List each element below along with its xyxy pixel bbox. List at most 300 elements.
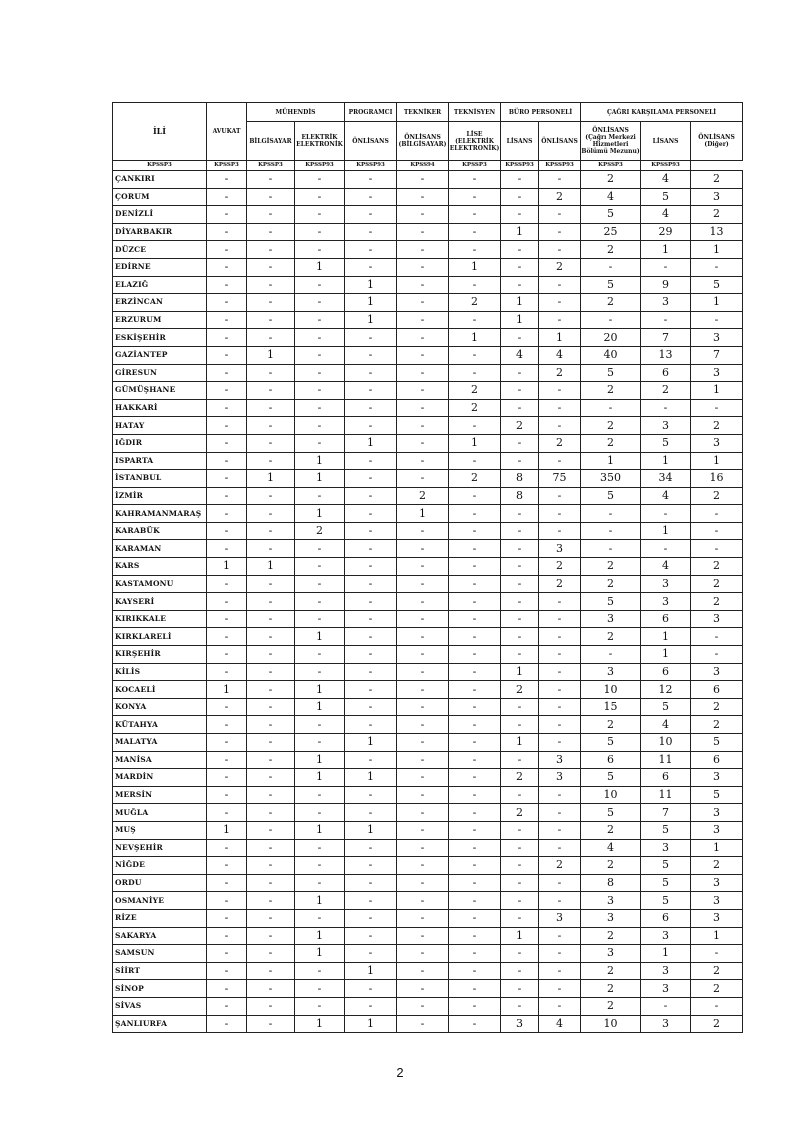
quota-cell: 2 — [449, 382, 501, 400]
quota-cell: - — [397, 258, 449, 276]
quota-cell: 20 — [581, 329, 641, 347]
quota-cell: - — [397, 294, 449, 312]
quota-cell: - — [449, 663, 501, 681]
quota-cell: - — [397, 997, 449, 1015]
quota-cell: - — [295, 997, 345, 1015]
quota-cell: - — [397, 346, 449, 364]
quota-cell: 2 — [539, 258, 581, 276]
quota-cell: - — [207, 716, 247, 734]
quota-cell: 1 — [207, 821, 247, 839]
province-name: ERZİNCAN — [113, 294, 207, 312]
quota-cell: 1 — [295, 892, 345, 910]
quota-cell: - — [539, 734, 581, 752]
quota-cell: 3 — [691, 663, 743, 681]
quota-cell: - — [207, 610, 247, 628]
table-row — [113, 434, 743, 452]
table-row — [113, 558, 743, 576]
quota-cell: - — [247, 909, 295, 927]
quota-cell: - — [501, 258, 539, 276]
province-name: DENİZLİ — [113, 206, 207, 224]
quota-cell: - — [539, 962, 581, 980]
quota-cell: - — [581, 311, 641, 329]
quota-cell: 5 — [581, 804, 641, 822]
quota-cell: - — [207, 962, 247, 980]
table-row — [113, 751, 743, 769]
quota-cell: 2 — [581, 434, 641, 452]
quota-cell: - — [247, 540, 295, 558]
quota-cell: 2 — [501, 769, 539, 787]
quota-cell: - — [501, 575, 539, 593]
quota-cell: - — [397, 452, 449, 470]
quota-cell: 3 — [691, 804, 743, 822]
table-row — [113, 734, 743, 752]
quota-cell: - — [295, 241, 345, 259]
quota-cell: - — [295, 610, 345, 628]
quota-cell: - — [295, 276, 345, 294]
quota-cell: 2 — [501, 681, 539, 699]
quota-cell: - — [397, 874, 449, 892]
kpss-cell: KPSSP93 — [501, 161, 539, 171]
quota-cell: 7 — [691, 346, 743, 364]
quota-cell: - — [397, 980, 449, 998]
quota-cell: - — [295, 558, 345, 576]
quota-cell: 2 — [397, 487, 449, 505]
province-name: İZMİR — [113, 487, 207, 505]
province-name: ORDU — [113, 874, 207, 892]
quota-cell: 34 — [641, 470, 691, 488]
table-body — [113, 171, 743, 1033]
allocation-table — [112, 102, 743, 1033]
quota-cell: - — [397, 558, 449, 576]
quota-cell: - — [501, 171, 539, 189]
quota-cell: - — [397, 857, 449, 875]
quota-cell: 1 — [691, 927, 743, 945]
quota-cell: - — [247, 258, 295, 276]
quota-cell: - — [501, 241, 539, 259]
quota-cell: - — [397, 540, 449, 558]
quota-cell: 2 — [539, 434, 581, 452]
quota-cell: - — [501, 909, 539, 927]
quota-cell: - — [539, 980, 581, 998]
table-row — [113, 646, 743, 664]
quota-cell: - — [539, 716, 581, 734]
quota-cell: 5 — [641, 857, 691, 875]
quota-cell: - — [247, 241, 295, 259]
kpss-cell: KPSSP3 — [207, 161, 247, 171]
quota-cell: - — [539, 927, 581, 945]
quota-cell: - — [501, 646, 539, 664]
table-row — [113, 223, 743, 241]
page-number: 2 — [396, 1065, 404, 1080]
quota-cell: - — [207, 470, 247, 488]
quota-cell: - — [539, 681, 581, 699]
table-row — [113, 593, 743, 611]
quota-cell: 1 — [295, 628, 345, 646]
quota-cell: - — [207, 628, 247, 646]
quota-cell: - — [539, 628, 581, 646]
quota-cell: 3 — [691, 909, 743, 927]
quota-cell: - — [501, 399, 539, 417]
quota-cell: 4 — [641, 171, 691, 189]
quota-cell: 2 — [539, 188, 581, 206]
table-row — [113, 346, 743, 364]
quota-cell: - — [295, 980, 345, 998]
quota-cell: 3 — [581, 909, 641, 927]
quota-cell: 2 — [691, 1015, 743, 1033]
quota-cell: - — [691, 522, 743, 540]
quota-cell: - — [449, 716, 501, 734]
quota-cell: - — [207, 698, 247, 716]
quota-cell: 3 — [539, 769, 581, 787]
quota-cell: 2 — [501, 804, 539, 822]
quota-cell: - — [207, 505, 247, 523]
quota-cell: - — [501, 892, 539, 910]
quota-cell: - — [207, 540, 247, 558]
quota-cell: 3 — [691, 188, 743, 206]
quota-cell: - — [247, 522, 295, 540]
quota-cell: - — [345, 382, 397, 400]
quota-cell: - — [449, 417, 501, 435]
table-row — [113, 945, 743, 963]
quota-cell: - — [247, 839, 295, 857]
quota-cell: - — [345, 945, 397, 963]
quota-cell: - — [539, 276, 581, 294]
quota-cell: - — [345, 346, 397, 364]
quota-cell: - — [295, 417, 345, 435]
quota-cell: 1 — [345, 276, 397, 294]
quota-cell: - — [501, 610, 539, 628]
quota-cell: 1 — [501, 734, 539, 752]
quota-cell: - — [207, 909, 247, 927]
province-name: ELAZIĞ — [113, 276, 207, 294]
quota-cell: - — [397, 311, 449, 329]
quota-cell: - — [397, 329, 449, 347]
quota-cell: - — [581, 646, 641, 664]
quota-cell: - — [397, 522, 449, 540]
quota-cell: - — [295, 294, 345, 312]
quota-cell: - — [501, 980, 539, 998]
header-avukat: AVUKAT — [207, 103, 247, 161]
quota-cell: 2 — [539, 857, 581, 875]
table-row — [113, 997, 743, 1015]
quota-cell: 2 — [581, 716, 641, 734]
quota-cell: - — [207, 294, 247, 312]
quota-cell: 11 — [641, 786, 691, 804]
quota-cell: - — [345, 681, 397, 699]
quota-cell: 1 — [641, 522, 691, 540]
quota-cell: - — [247, 206, 295, 224]
quota-cell: - — [207, 751, 247, 769]
quota-cell: - — [345, 786, 397, 804]
quota-cell: - — [449, 980, 501, 998]
quota-cell: 1 — [345, 821, 397, 839]
province-name: KOCAELİ — [113, 681, 207, 699]
kpss-cell: KPSSP93 — [345, 161, 397, 171]
quota-cell: 5 — [641, 188, 691, 206]
quota-cell: - — [345, 241, 397, 259]
kpss-cell: KPSSP93 — [539, 161, 581, 171]
table-row — [113, 962, 743, 980]
quota-cell: - — [397, 276, 449, 294]
header-teknisyen: TEKNİSYEN — [449, 103, 501, 122]
quota-cell: 5 — [581, 206, 641, 224]
quota-cell: 10 — [581, 681, 641, 699]
quota-cell: - — [539, 487, 581, 505]
quota-cell: - — [641, 399, 691, 417]
quota-cell: - — [207, 839, 247, 857]
quota-cell: 3 — [581, 610, 641, 628]
quota-cell: 1 — [641, 628, 691, 646]
quota-cell: 2 — [691, 857, 743, 875]
sub-onlisans-diger: ÖNLİSANS (Diğer) — [691, 122, 743, 161]
province-name: ŞANLIURFA — [113, 1015, 207, 1033]
quota-cell: - — [207, 171, 247, 189]
quota-cell: - — [345, 927, 397, 945]
sub-elektrik-elektronik: ELEKTRİK ELEKTRONİK — [295, 122, 345, 161]
quota-cell: 1 — [501, 223, 539, 241]
quota-cell: - — [397, 470, 449, 488]
quota-cell: 5 — [691, 786, 743, 804]
quota-cell: - — [641, 258, 691, 276]
table-row — [113, 857, 743, 875]
quota-cell: - — [397, 171, 449, 189]
quota-cell: 2 — [641, 382, 691, 400]
quota-cell: - — [397, 821, 449, 839]
quota-cell: - — [345, 364, 397, 382]
quota-cell: - — [247, 980, 295, 998]
province-name: MARDİN — [113, 769, 207, 787]
quota-cell: - — [345, 997, 397, 1015]
quota-cell: - — [345, 646, 397, 664]
table-row — [113, 804, 743, 822]
quota-cell: - — [449, 804, 501, 822]
quota-cell: 4 — [501, 346, 539, 364]
quota-cell: - — [295, 962, 345, 980]
quota-cell: 5 — [641, 434, 691, 452]
quota-cell: - — [581, 399, 641, 417]
sub-lise-elektrik: LİSE (ELEKTRİK ELEKTRONİK) — [449, 122, 501, 161]
quota-cell: - — [449, 892, 501, 910]
quota-cell: 1 — [539, 329, 581, 347]
quota-cell: - — [207, 276, 247, 294]
quota-cell: 7 — [641, 329, 691, 347]
quota-cell: - — [397, 223, 449, 241]
quota-cell: - — [539, 522, 581, 540]
quota-cell: - — [539, 821, 581, 839]
quota-cell: 13 — [691, 223, 743, 241]
province-name: ÇORUM — [113, 188, 207, 206]
province-name: KÜTAHYA — [113, 716, 207, 734]
quota-cell: - — [539, 786, 581, 804]
quota-cell: 13 — [641, 346, 691, 364]
quota-cell: 350 — [581, 470, 641, 488]
quota-cell: 2 — [581, 171, 641, 189]
quota-cell: - — [247, 698, 295, 716]
quota-cell: - — [539, 223, 581, 241]
quota-cell: - — [539, 892, 581, 910]
quota-cell: - — [207, 206, 247, 224]
quota-cell: - — [247, 681, 295, 699]
header-buro-personeli: BÜRO PERSONELİ — [501, 103, 581, 122]
table-row — [113, 241, 743, 259]
quota-cell: - — [207, 311, 247, 329]
table-row — [113, 399, 743, 417]
quota-cell: - — [207, 329, 247, 347]
province-name: MUŞ — [113, 821, 207, 839]
province-name: MANİSA — [113, 751, 207, 769]
quota-cell: - — [449, 751, 501, 769]
quota-cell: - — [501, 382, 539, 400]
quota-cell: 2 — [691, 417, 743, 435]
quota-cell: - — [539, 663, 581, 681]
quota-cell: 1 — [247, 346, 295, 364]
quota-cell: 6 — [641, 909, 691, 927]
quota-cell: 8 — [501, 470, 539, 488]
province-name: KAHRAMANMARAŞ — [113, 505, 207, 523]
quota-cell: - — [345, 171, 397, 189]
quota-cell: - — [295, 804, 345, 822]
kpss-cell: KPSSP3 — [449, 161, 501, 171]
header-group-row — [113, 103, 743, 122]
quota-cell: - — [247, 663, 295, 681]
quota-cell: - — [345, 206, 397, 224]
quota-cell: - — [449, 522, 501, 540]
quota-cell: 2 — [449, 294, 501, 312]
table-row — [113, 821, 743, 839]
quota-cell: - — [207, 874, 247, 892]
province-name: MERSİN — [113, 786, 207, 804]
quota-cell: 5 — [641, 698, 691, 716]
header-programci: PROGRAMCI — [345, 103, 397, 122]
quota-cell: - — [207, 382, 247, 400]
quota-cell: - — [501, 945, 539, 963]
quota-cell: 2 — [691, 206, 743, 224]
quota-cell: - — [449, 241, 501, 259]
table-row — [113, 927, 743, 945]
quota-cell: - — [345, 575, 397, 593]
kpss-cell: KPSSP3 — [113, 161, 207, 171]
quota-cell: 4 — [581, 839, 641, 857]
province-name: DÜZCE — [113, 241, 207, 259]
quota-cell: 10 — [581, 1015, 641, 1033]
quota-cell: - — [501, 628, 539, 646]
province-name: ISPARTA — [113, 452, 207, 470]
quota-cell: 4 — [641, 487, 691, 505]
province-name: SİİRT — [113, 962, 207, 980]
quota-cell: - — [247, 1015, 295, 1033]
quota-cell: - — [539, 945, 581, 963]
quota-cell: - — [247, 804, 295, 822]
quota-cell: - — [449, 927, 501, 945]
quota-cell: 2 — [295, 522, 345, 540]
quota-cell: - — [207, 997, 247, 1015]
table-row — [113, 522, 743, 540]
quota-cell: 2 — [581, 575, 641, 593]
quota-cell: 5 — [581, 364, 641, 382]
quota-cell: 1 — [295, 698, 345, 716]
table-row — [113, 417, 743, 435]
quota-cell: 2 — [581, 962, 641, 980]
table-row — [113, 171, 743, 189]
quota-cell: - — [295, 646, 345, 664]
table-row — [113, 505, 743, 523]
quota-cell: - — [247, 593, 295, 611]
quota-cell: - — [501, 540, 539, 558]
quota-cell: 1 — [295, 751, 345, 769]
quota-cell: - — [247, 769, 295, 787]
quota-cell: 4 — [641, 206, 691, 224]
quota-cell: - — [397, 892, 449, 910]
quota-cell: - — [247, 716, 295, 734]
quota-cell: 5 — [581, 734, 641, 752]
quota-cell: 25 — [581, 223, 641, 241]
quota-cell: - — [247, 487, 295, 505]
quota-cell: - — [247, 505, 295, 523]
quota-cell: - — [501, 839, 539, 857]
quota-cell: 3 — [581, 945, 641, 963]
quota-cell: - — [641, 997, 691, 1015]
quota-cell: - — [449, 769, 501, 787]
kpss-cell: KPSS94 — [397, 161, 449, 171]
quota-cell: - — [247, 452, 295, 470]
quota-cell: 3 — [641, 839, 691, 857]
quota-cell: 1 — [295, 769, 345, 787]
quota-cell: - — [295, 857, 345, 875]
province-name: NEVŞEHİR — [113, 839, 207, 857]
quota-cell: - — [207, 980, 247, 998]
quota-cell: 4 — [641, 716, 691, 734]
quota-cell: 1 — [295, 505, 345, 523]
quota-cell: 3 — [691, 610, 743, 628]
quota-cell: - — [449, 681, 501, 699]
province-name: GİRESUN — [113, 364, 207, 382]
quota-cell: 1 — [501, 663, 539, 681]
province-name: ERZURUM — [113, 311, 207, 329]
quota-cell: - — [449, 839, 501, 857]
quota-cell: - — [397, 909, 449, 927]
province-name: KASTAMONU — [113, 575, 207, 593]
sub-onlisans-bilgisayar: ÖNLİSANS (BİLGİSAYAR) — [397, 122, 449, 161]
province-name: SİVAS — [113, 997, 207, 1015]
quota-cell: 2 — [691, 962, 743, 980]
quota-cell: - — [345, 522, 397, 540]
table-row — [113, 382, 743, 400]
quota-cell: - — [397, 734, 449, 752]
table-row — [113, 892, 743, 910]
allocation-table-container — [112, 102, 742, 1033]
quota-cell: 1 — [641, 646, 691, 664]
quota-cell: - — [641, 540, 691, 558]
quota-cell: - — [207, 892, 247, 910]
quota-cell: - — [449, 558, 501, 576]
quota-cell: 2 — [449, 399, 501, 417]
quota-cell: - — [501, 751, 539, 769]
quota-cell: - — [247, 821, 295, 839]
province-name: GÜMÜŞHANE — [113, 382, 207, 400]
quota-cell: - — [397, 663, 449, 681]
quota-cell: - — [539, 417, 581, 435]
quota-cell: - — [501, 698, 539, 716]
quota-cell: 1 — [641, 945, 691, 963]
quota-cell: - — [295, 663, 345, 681]
quota-cell: - — [345, 663, 397, 681]
quota-cell: - — [539, 646, 581, 664]
quota-cell: - — [247, 734, 295, 752]
quota-cell: 1 — [295, 821, 345, 839]
quota-cell: - — [207, 945, 247, 963]
quota-cell: - — [295, 593, 345, 611]
quota-cell: 2 — [501, 417, 539, 435]
